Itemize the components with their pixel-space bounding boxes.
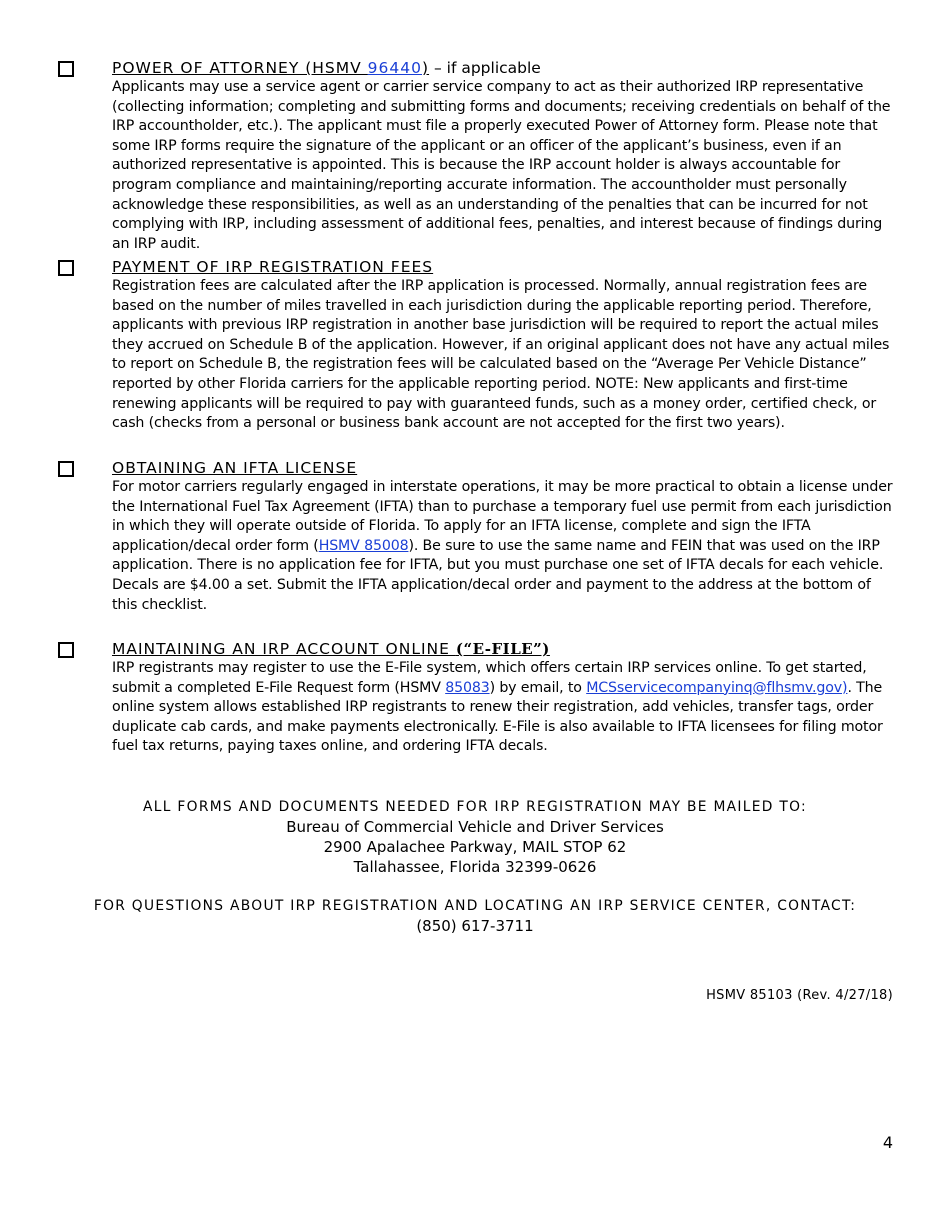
address-line: Bureau of Commercial Vehicle and Driver Services bbox=[286, 818, 664, 836]
section-heading: POWER OF ATTORNEY (HSMV 96440) – if applicable bbox=[112, 59, 541, 77]
contact-heading: FOR QUESTIONS ABOUT IRP REGISTRATION AND LOCATING AN IRP SERVICE CENTER, CONTACT: bbox=[93, 898, 857, 914]
form-number: HSMV 85103 (Rev. 4/27/18) bbox=[706, 988, 893, 1003]
section-body: For motor carriers regularly engaged in interstate operations, it may be more practical to obtain a license under the International Fuel Tax Agreement (IFTA) than to purchase a temporary fuel use permit from each jurisdiction in which they will operate outside of Florida. To apply for an IFTA license, complete and sign the IFTA application/decal order form (HSMV 85008). Be sure to use the same name and FEIN that was used on the IRP application. There is no application fee for IFTA, but you must purchase one set of IFTA decals for each vehicle. Decals are $4.00 a set. Submit the IFTA application/decal order and payment to the address at the bottom of this checklist. bbox=[112, 479, 893, 613]
checklist-checkbox[interactable] bbox=[58, 260, 74, 276]
page-number: 4 bbox=[882, 1133, 893, 1152]
checklist-checkbox[interactable] bbox=[58, 642, 74, 658]
hsmv-85008-link[interactable]: HSMV 85008 bbox=[318, 537, 409, 554]
section-heading: MAINTAINING AN IRP ACCOUNT ONLINE (“E-FILE”) bbox=[112, 640, 550, 658]
contact-block bbox=[0, 896, 950, 936]
section-body: Applicants may use a service agent or carrier service company to act as their authorized IRP representative (collecting information; completing and submitting forms and documents; receiving credentials on behalf of the IRP accountholder, etc.). The applicant must file a properly executed Power of Attorney form. Please note that some IRP forms require the signature of the applicant or an officer of the applicant’s business, even if an authorized representative is appointed. This is because the IRP account holder is always accountable for program compliance and maintaining/reporting accurate information. The accountholder must personally acknowledge these responsibilities, as well as an understanding of the penalties that can be incurred for not complying with IRP, including assessment of additional fees, penalties, and interest because of findings during an IRP audit. bbox=[112, 79, 891, 252]
section-body: Registration fees are calculated after the IRP application is processed. Normally, annual registration fees are based on the number of miles travelled in each jurisdiction during the applicable reporting period. Therefore, applicants with previous IRP registration in another base jurisdiction will be required to report the actual miles they accrued on Schedule B of the application. However, if an original applicant does not have any actual miles to report on Schedule B, the registration fees will be calculated based on the “Average Per Vehicle Distance” reported by other Florida carriers for the applicable reporting period. NOTE: New applicants and first-time renewing applicants will be required to pay with guaranteed funds, such as a money order, certified check, or cash (checks from a personal or business bank account are not accepted for the first two years). bbox=[112, 278, 890, 432]
section-heading: OBTAINING AN IFTA LICENSE bbox=[112, 459, 358, 477]
mailing-address-block bbox=[0, 797, 950, 877]
contact-phone: (850) 617-3711 bbox=[416, 917, 534, 935]
address-line: Tallahassee, Florida 32399-0626 bbox=[353, 858, 597, 876]
address-line: 2900 Apalachee Parkway, MAIL STOP 62 bbox=[323, 838, 627, 856]
hsmv-96440-link[interactable]: 96440 bbox=[367, 59, 422, 77]
checklist-checkbox[interactable] bbox=[58, 461, 74, 477]
checklist-checkbox[interactable] bbox=[58, 61, 74, 77]
hsmv-85083-link[interactable]: 85083 bbox=[445, 679, 490, 696]
mailing-heading: ALL FORMS AND DOCUMENTS NEEDED FOR IRP REGISTRATION MAY BE MAILED TO: bbox=[143, 799, 807, 815]
email-link[interactable]: MCSservicecompanyinq@flhsmv.gov) bbox=[586, 679, 848, 696]
section-body: IRP registrants may register to use the E-File system, which offers certain IRP services online. To get started, submit a completed E-File Request form (HSMV 85083) by email, to MCSservicecompanyinq@flhsmv.gov). The online system allows established IRP registrants to renew their registration, add vehicles, transfer tags, order duplicate cab cards, and make payments electronically. E-File is also available to IFTA licensees for filing motor fuel tax returns, paying taxes online, and ordering IFTA decals. bbox=[112, 660, 883, 755]
section-heading: PAYMENT OF IRP REGISTRATION FEES bbox=[112, 258, 434, 276]
